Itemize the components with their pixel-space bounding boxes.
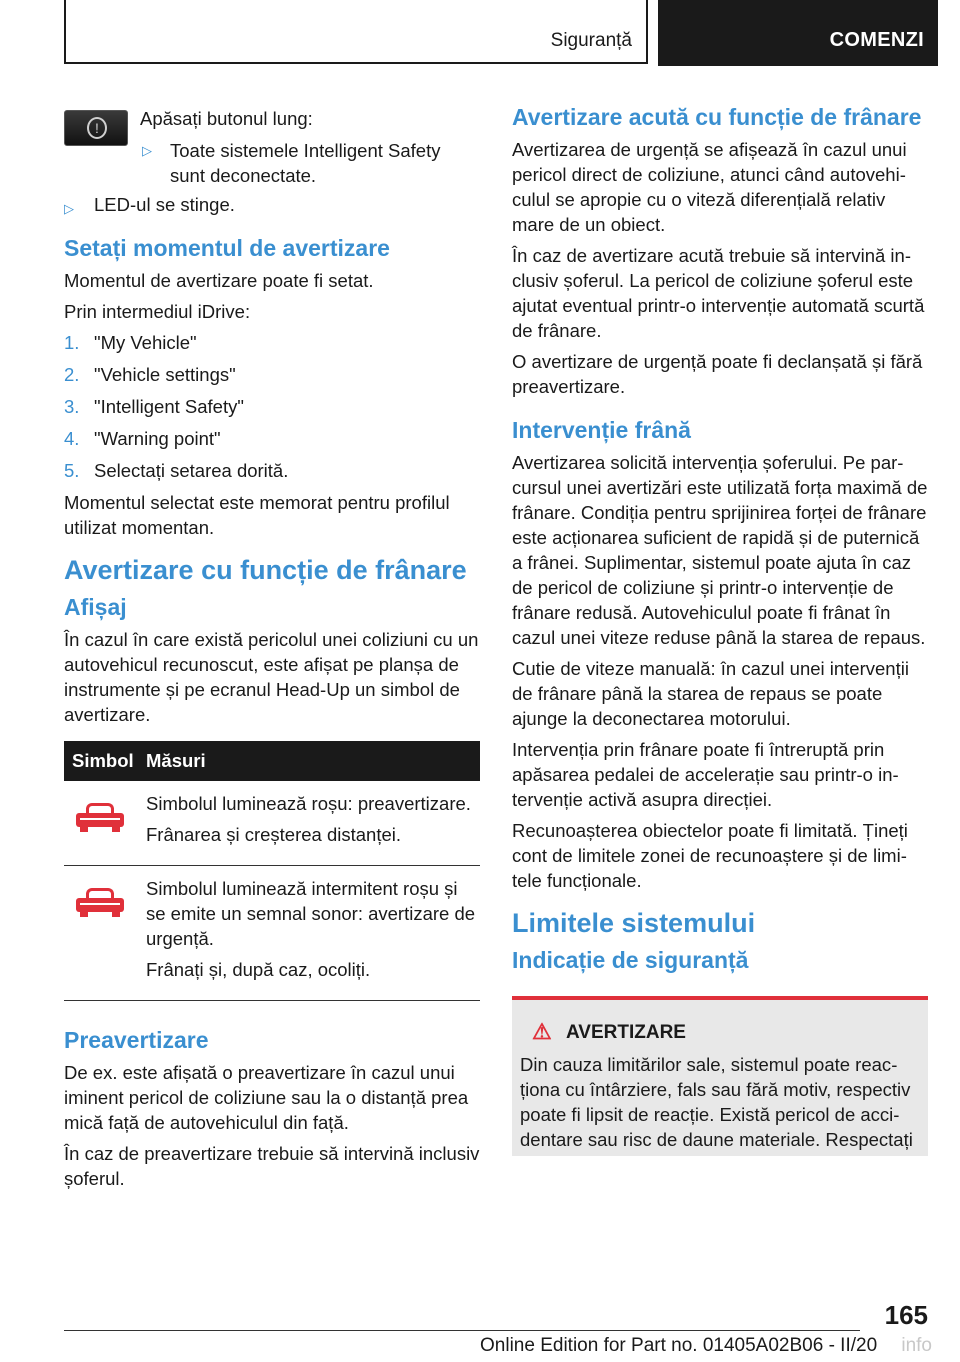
- heading-brake-warning: Avertizare cu funcție de frânare: [64, 555, 467, 585]
- heading-brake-intervention: Intervenție frână: [512, 417, 691, 443]
- triangle-bullet-icon: ▷: [64, 201, 74, 216]
- led-bullet: [64, 192, 480, 217]
- page-number: 165: [884, 1300, 928, 1330]
- button-instruction: [64, 100, 480, 192]
- edition-text: Online Edition for Part no. 01405A02B06 - II/20: [480, 1335, 878, 1356]
- header-chapter-box: [658, 0, 938, 66]
- warning-box: [512, 996, 928, 1156]
- paragraph: De ex. este afișată o preavertizare în cazul unui iminent pericol de coliziune sau la o distanță prea mică față de autovehiculul din față.: [64, 1062, 469, 1133]
- footer-divider: [64, 1330, 860, 1331]
- button-instruction-text: Apăsați butonul lung:: [140, 108, 313, 129]
- symbol-table: [64, 741, 480, 1001]
- heading-acute-warning: Avertizare acută cu funcție de frânare: [512, 104, 922, 130]
- step-number: 1.: [64, 332, 80, 353]
- list-item: [64, 330, 480, 355]
- sub-bullet: [142, 138, 472, 188]
- watermark: info: [901, 1335, 932, 1356]
- step-number: 3.: [64, 396, 80, 417]
- heading-safety-note: Indicație de siguranță: [512, 947, 749, 973]
- step-text: "Vehicle settings": [94, 364, 236, 385]
- right-column: [512, 100, 928, 1156]
- steps-list: [64, 330, 480, 483]
- table-header-symbol: Simbol: [64, 741, 146, 781]
- paragraph: Momentul selectat este memorat pentru profilul utilizat momentan.: [64, 492, 450, 538]
- table-cell-text: Simbolul luminează intermitent roșu și se emite un semnal sonor: avertizare de urgență.: [146, 878, 476, 949]
- paragraph: Avertizarea solicită intervenția șoferului. Pe parcursul unei avertizări este utilizată forța maximă de frânare. Condiția pentru sprijinirea forței de frânare este acționarea suficient de rapidă și de puternică a frânei. Suplimentar, sistemul poate ajuta în caz de pericol de coliziune și printr-o intervenție de frânare redusă. Autovehiculul poate fi frânat în cazul unei viteze reduse până la starea de repaus.: [512, 452, 928, 648]
- table-cell-text: Simbolul luminează roșu: preavertizare.: [146, 793, 471, 814]
- table-cell-text: Frânarea și creșterea distanței.: [146, 824, 402, 845]
- list-item: [64, 394, 480, 419]
- car-warning-flashing-icon: [74, 888, 126, 918]
- table-cell-text: Frânați și, după caz, ocoliți.: [146, 959, 371, 980]
- heading-display: Afișaj: [64, 594, 127, 620]
- paragraph: Momentul de avertizare poate fi setat.: [64, 270, 374, 291]
- heading-system-limits: Limitele sistemului: [512, 908, 756, 938]
- list-item: [64, 458, 480, 483]
- paragraph: O avertizare de urgență poate fi declanșată și fără preavertizare.: [512, 351, 923, 397]
- triangle-bullet-icon: ▷: [142, 143, 152, 158]
- car-warning-icon: [74, 803, 126, 833]
- step-text: Selectați setarea dorită.: [94, 460, 289, 481]
- paragraph: În caz de avertizare acută trebuie să intervină inclusiv șoferul. La pericol de coliziune șoferul este ajutat eventual printr-o intervenție automată scurtă de frânare.: [512, 245, 925, 341]
- header-chapter-title: COMENZI: [829, 29, 924, 51]
- heading-set-warning-point: Setați momentul de avertizare: [64, 235, 390, 261]
- list-item: [64, 426, 480, 451]
- paragraph: În cazul în care există pericolul unei coliziuni cu un autovehicul recunoscut, este afișat pe planșa de instrumente și pe ecranul Head-Up un simbol de avertizare.: [64, 629, 479, 725]
- paragraph: Recunoașterea obiectelor poate fi limitată. Țineți cont de limitele zonei de recunoaștere și de limitele funcționale.: [512, 820, 908, 891]
- warning-text: Din cauza limitărilor sale, sistemul poate reacționa cu întârziere, fals sau fără motiv, respectiv poate fi lipsit de reacție. Există pericol de accidentare sau risc de daune materiale. Respectați: [520, 1054, 913, 1150]
- table-header-measures: Măsuri: [146, 741, 480, 781]
- header-section-title: Siguranță: [550, 30, 632, 51]
- paragraph: În caz de preavertizare trebuie să intervină inclusiv șoferul.: [64, 1143, 480, 1189]
- header-section-box: [64, 0, 648, 64]
- heading-prewarning: Preavertizare: [64, 1027, 209, 1053]
- paragraph: Cutie de viteze manuală: în cazul unei intervenții de frânare până la starea de repaus se poate ajunge la deconectarea motorului.: [512, 658, 909, 729]
- table-row: [64, 781, 480, 866]
- step-text: "My Vehicle": [94, 332, 197, 353]
- safety-button-icon: !: [87, 117, 107, 139]
- list-item: [64, 362, 480, 387]
- paragraph: Intervenția prin frânare poate fi întreruptă prin apăsarea pedalei de accelerație sau printr-o intervenție activă asupra direcției.: [512, 739, 899, 810]
- warning-title: ⚠ AVERTIZARE: [532, 1019, 686, 1044]
- step-text: "Intelligent Safety": [94, 396, 244, 417]
- safety-button-image: [64, 110, 128, 146]
- sub-bullet-text: Toate sistemele Intelligent Safety sunt deconectate.: [170, 140, 441, 186]
- led-bullet-text: LED-ul se stinge.: [94, 194, 235, 215]
- left-column: [64, 100, 480, 1197]
- warning-triangle-icon: ⚠: [532, 1019, 552, 1044]
- step-number: 2.: [64, 364, 80, 385]
- table-row: [64, 866, 480, 1001]
- step-text: "Warning point": [94, 428, 221, 449]
- step-number: 5.: [64, 460, 80, 481]
- paragraph: Prin intermediul iDrive:: [64, 301, 251, 322]
- step-number: 4.: [64, 428, 80, 449]
- paragraph: Avertizarea de urgență se afișează în cazul unui pericol direct de coliziune, atunci când autovehiculul se apropie cu o viteză diferențială relativ mare de un obiect.: [512, 139, 907, 235]
